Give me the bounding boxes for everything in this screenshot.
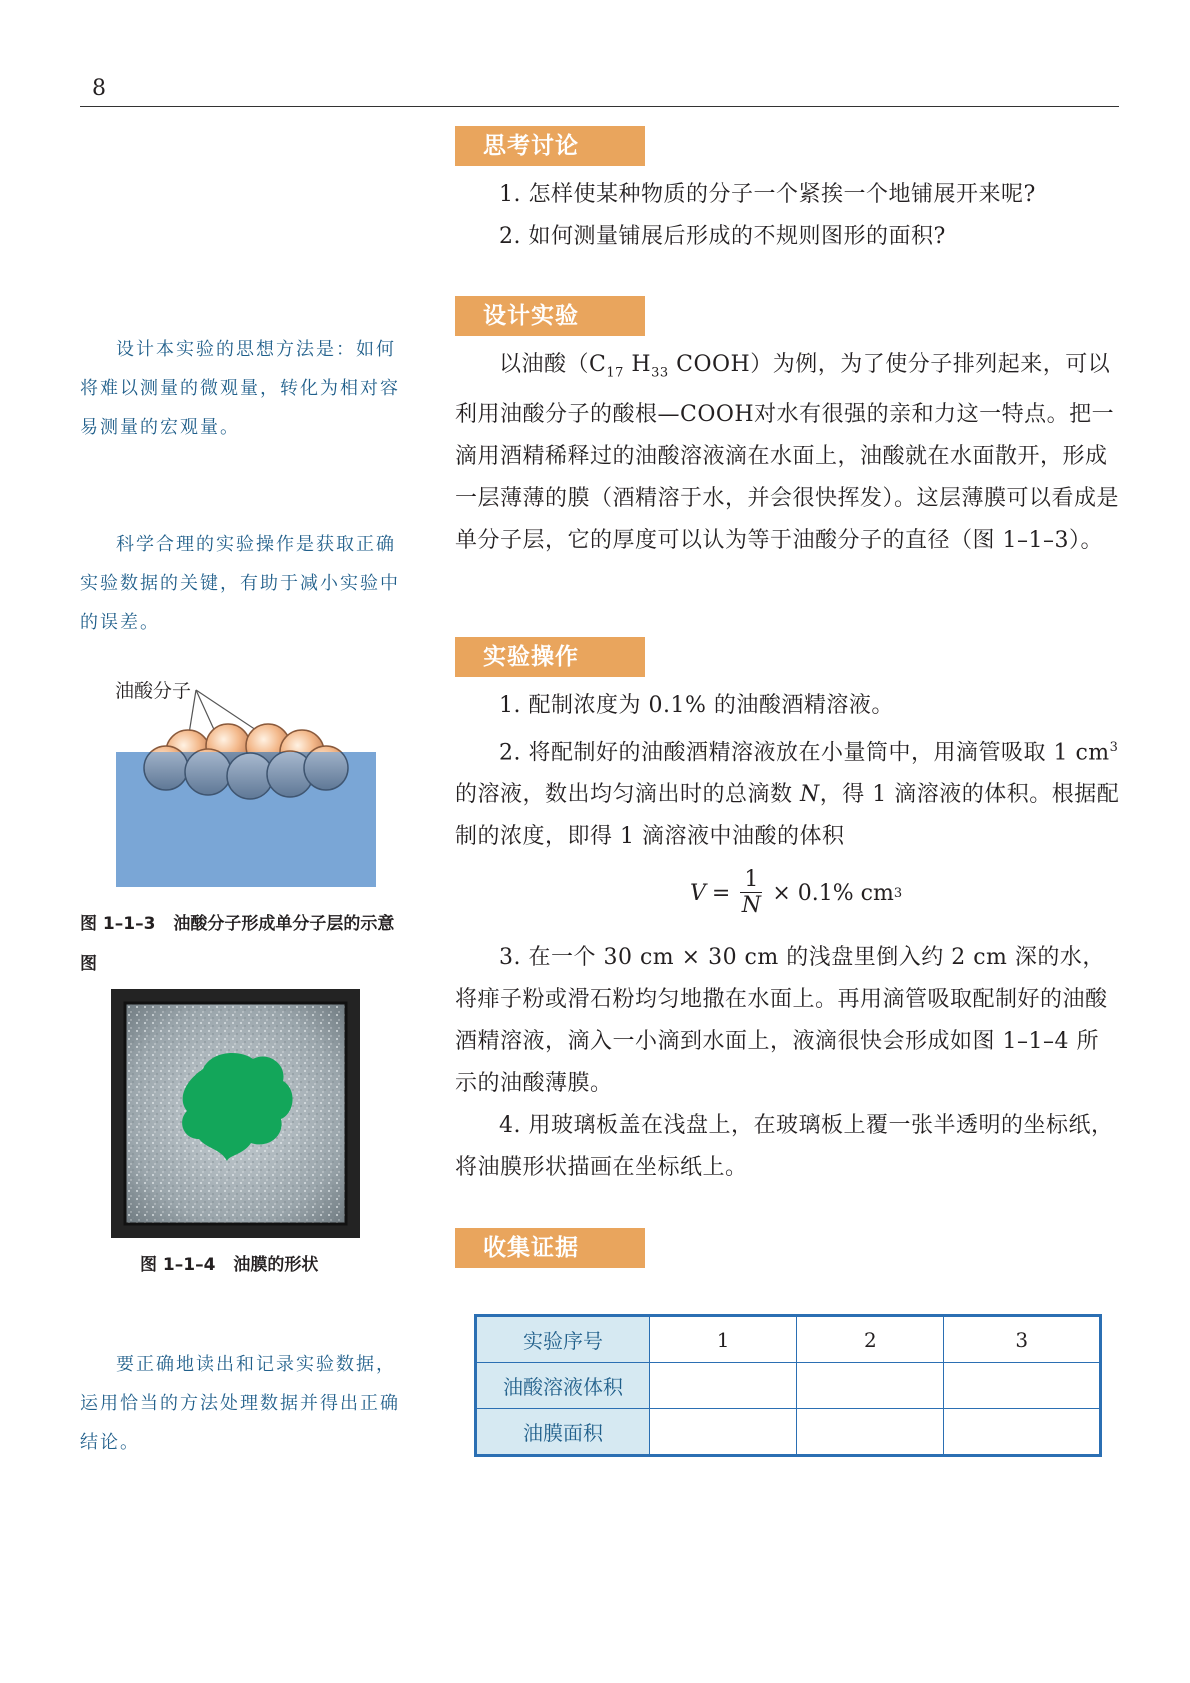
data-table xyxy=(474,1314,1102,1457)
table-row xyxy=(476,1363,1101,1409)
figure1-caption xyxy=(80,904,400,984)
design-paragraph: 以油酸（$C_{17}$ $H_{33}$ COOH）为例，为了使分子排列起来，可以利用油酸分子的酸根—COOH对水有很强的亲和力这一特点。把一滴用酒精稀释过的油酸溶液滴在水面上，油酸就在水面散开，形成一层薄薄的膜（酒精溶于水，并会很快挥发）。这层薄膜可以看成是单分子层，它的厚度可以认为等于油酸分子的直径（图 1–1–3）。 xyxy=(455,352,1120,554)
oil-film-photo xyxy=(111,989,360,1238)
think-item-1: 1. 怎样使某种物质的分子一个紧挨一个地铺展开来呢? xyxy=(499,182,1036,207)
table-cell[interactable] xyxy=(944,1409,1101,1456)
heading-operate: 实验操作 xyxy=(455,637,645,677)
operate-step-2: 2. 将配制好的油酸酒精溶液放在小量筒中，用滴管吸取 1 $cm^3$ 的溶液，数出均匀滴出时的总滴数 N，得 1 滴溶液的体积。根据配制的浓度，即得 1 滴溶液中油酸的体积 xyxy=(455,740,1120,850)
table-header-label: 实验序号 xyxy=(476,1316,650,1363)
figure2-caption xyxy=(140,1250,318,1275)
side-note-data: 要正确地读出和记录实验数据，运用恰当的方法处理数据并得出正确结论。 xyxy=(80,1354,400,1453)
figure1-label: 油酸分子 xyxy=(115,680,192,702)
table-row-label: 油酸溶液体积 xyxy=(476,1363,650,1409)
formula-fraction: $\frac{1}{N}$ xyxy=(741,867,761,918)
table-header-row xyxy=(476,1316,1101,1363)
figure2-caption-number: 图 1–1–4 xyxy=(140,1255,216,1275)
header-rule xyxy=(80,106,1119,107)
table-cell[interactable] xyxy=(797,1409,944,1456)
table-cell[interactable] xyxy=(650,1363,797,1409)
table-cell[interactable] xyxy=(944,1363,1101,1409)
volume-formula: V = $\frac{1}{N}$ × 0.1% cm 3 xyxy=(690,867,903,918)
figure1-caption-text: 油酸分子形成单分子层的示意图 xyxy=(80,914,395,974)
operate-step-3: 3. 在一个 30 cm × 30 cm 的浅盘里倒入约 2 cm 深的水，将痱子粉或滑石粉均匀地撒在水面上。再用滴管吸取配制好的油酸酒精溶液，滴入一小滴到水面上，液滴很快会形成如图 1–1–4 所示的油酸薄膜。 xyxy=(455,945,1108,1096)
heading-think: 思考讨论 xyxy=(455,126,645,166)
table-col-3: 3 xyxy=(944,1316,1101,1363)
side-note-method: 设计本实验的思想方法是：如何将难以测量的微观量，转化为相对容易测量的宏观量。 xyxy=(80,339,400,438)
table-cell[interactable] xyxy=(650,1409,797,1456)
operate-step-4: 4. 用玻璃板盖在浅盘上，在玻璃板上覆一张半透明的坐标纸，将油膜形状描画在坐标纸上。 xyxy=(455,1113,1114,1180)
heading-collect: 收集证据 xyxy=(455,1228,645,1268)
molecule-group xyxy=(144,724,348,799)
table-col-1: 1 xyxy=(650,1316,797,1363)
think-item-2: 2. 如何测量铺展后形成的不规则图形的面积? xyxy=(499,224,946,249)
table-col-2: 2 xyxy=(797,1316,944,1363)
figure2-caption-text: 油膜的形状 xyxy=(233,1255,319,1275)
monolayer-illustration xyxy=(116,672,376,887)
figure1-caption-number: 图 1–1–3 xyxy=(80,914,156,934)
page-number: 8 xyxy=(92,76,106,101)
operate-step-1: 1. 配制浓度为 0.1% 的油酸酒精溶液。 xyxy=(499,693,894,718)
side-note-operation: 科学合理的实验操作是获取正确实验数据的关键，有助于减小实验中的误差。 xyxy=(80,534,400,633)
table-cell[interactable] xyxy=(797,1363,944,1409)
heading-design: 设计实验 xyxy=(455,296,645,336)
table-row xyxy=(476,1409,1101,1456)
table-row-label: 油膜面积 xyxy=(476,1409,650,1456)
